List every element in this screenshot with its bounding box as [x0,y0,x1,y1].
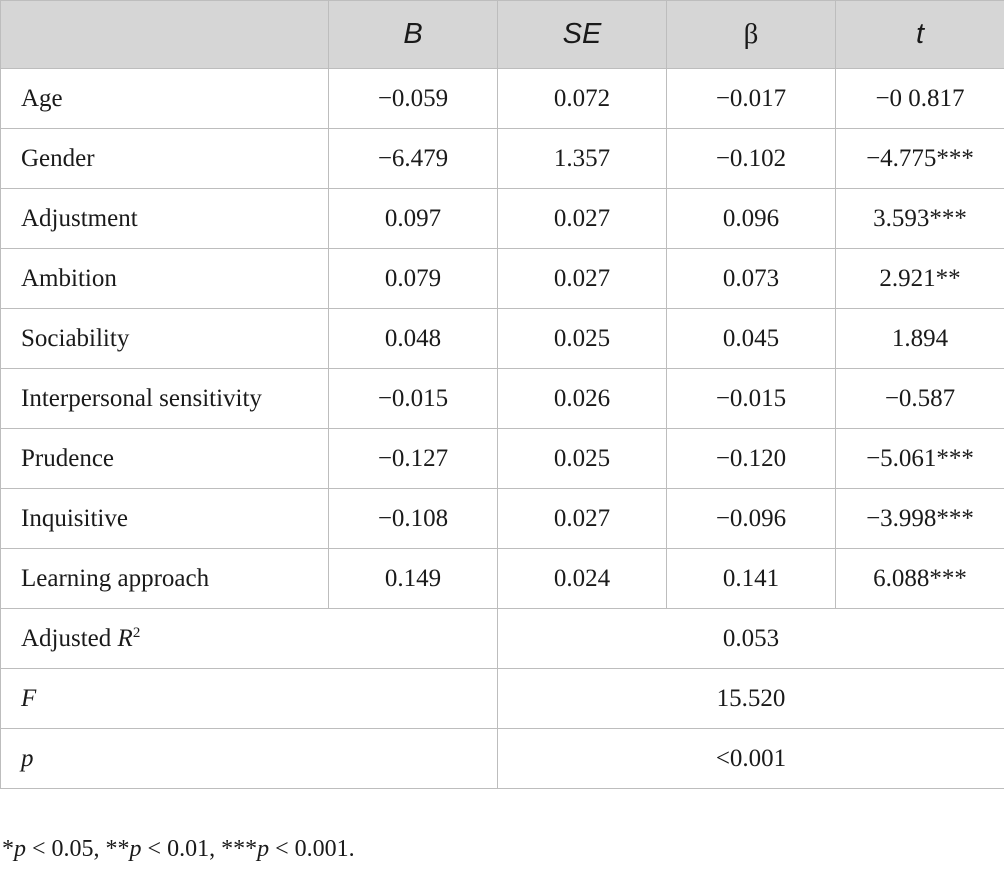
header-beta: β [667,1,836,69]
cell-t: 2.921** [836,249,1004,309]
cell-t: 6.088*** [836,549,1004,609]
header-t: t [836,1,1004,69]
table-row [1,549,1004,609]
table-row [1,369,1004,429]
cell-se: 0.027 [498,489,667,549]
summary-row-adj-r2 [1,609,1004,669]
adj-r2-label [1,609,498,669]
summary-row-f [1,669,1004,729]
header-blank [1,1,329,69]
cell-beta: −0.015 [667,369,836,429]
cell-se: 0.027 [498,249,667,309]
adj-r2-superscript: 2 [132,624,141,641]
cell-se: 0.025 [498,309,667,369]
row-label: Ambition [1,249,329,309]
table-row [1,189,1004,249]
cell-se: 0.072 [498,69,667,129]
cell-beta: 0.073 [667,249,836,309]
f-value: 15.520 [498,669,1004,729]
cell-se: 0.027 [498,189,667,249]
cell-t: 1.894 [836,309,1004,369]
cell-beta: −0.096 [667,489,836,549]
cell-beta: −0.120 [667,429,836,489]
table-row [1,129,1004,189]
row-label: Age [1,69,329,129]
significance-footnote: *p < 0.05, **p < 0.01, ***p < 0.001. [2,836,355,862]
cell-beta: 0.096 [667,189,836,249]
row-label: Learning approach [1,549,329,609]
cell-t: −0 0.817 [836,69,1004,129]
cell-beta: 0.141 [667,549,836,609]
cell-b: 0.048 [329,309,498,369]
cell-beta: −0.102 [667,129,836,189]
cell-beta: 0.045 [667,309,836,369]
cell-b: −0.059 [329,69,498,129]
table-row [1,489,1004,549]
table-body [1,69,1004,789]
cell-se: 0.024 [498,549,667,609]
cell-se: 1.357 [498,129,667,189]
row-label: Gender [1,129,329,189]
f-label: F [1,669,498,729]
cell-t: −3.998*** [836,489,1004,549]
header-se: SE [498,1,667,69]
table-header [1,1,1004,69]
cell-t: −4.775*** [836,129,1004,189]
cell-b: 0.097 [329,189,498,249]
adj-r2-value: 0.053 [498,609,1004,669]
cell-t: −5.061*** [836,429,1004,489]
adj-r2-label-text: Adjusted R [21,624,133,652]
header-b: B [329,1,498,69]
cell-t: −0.587 [836,369,1004,429]
cell-b: −0.127 [329,429,498,489]
cell-b: −0.015 [329,369,498,429]
table-row [1,249,1004,309]
cell-b: −0.108 [329,489,498,549]
table-row [1,309,1004,369]
cell-b: 0.079 [329,249,498,309]
summary-row-p [1,729,1004,789]
row-label: Sociability [1,309,329,369]
row-label: Interpersonal sensitivity [1,369,329,429]
table-row [1,69,1004,129]
p-value: <0.001 [498,729,1004,789]
header-row [1,1,1004,69]
cell-beta: −0.017 [667,69,836,129]
cell-se: 0.026 [498,369,667,429]
table-row [1,429,1004,489]
p-label: p [1,729,498,789]
cell-b: 0.149 [329,549,498,609]
cell-se: 0.025 [498,429,667,489]
cell-b: −6.479 [329,129,498,189]
row-label: Inquisitive [1,489,329,549]
row-label: Prudence [1,429,329,489]
cell-t: 3.593*** [836,189,1004,249]
row-label: Adjustment [1,189,329,249]
